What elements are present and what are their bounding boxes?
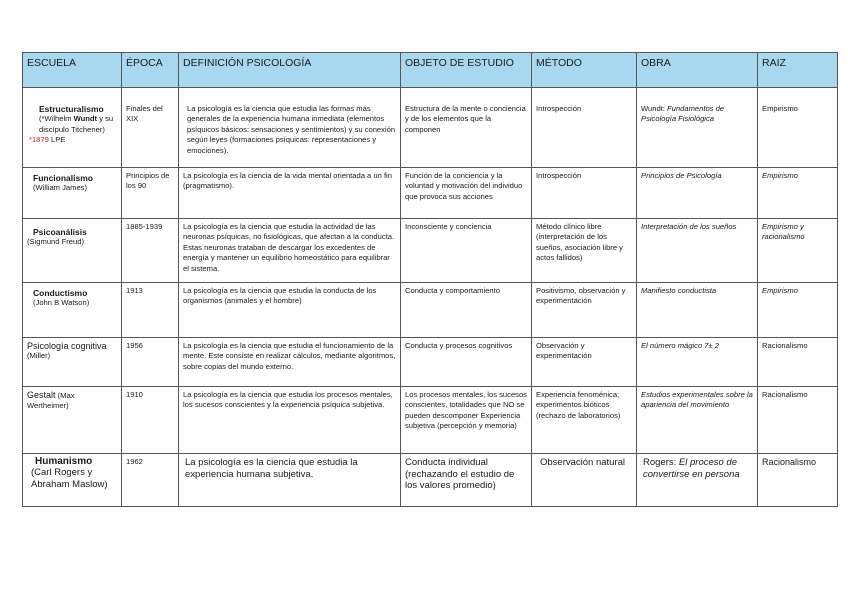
object-cell: Conducta y procesos cognitivos: [401, 338, 532, 387]
school-name: Gestalt: [27, 390, 56, 400]
table-row: [23, 283, 838, 338]
method-cell: Observación natural: [532, 454, 637, 507]
object-cell: Conducta individual (rechazando el estudio de los valores promedio): [401, 454, 532, 507]
epoch-cell: 1913: [122, 283, 179, 338]
header-raiz: RAIZ: [758, 53, 838, 88]
school-name: Conductismo: [33, 288, 88, 298]
object-cell: Los procesos mentales, los sucesos conscientes, totalidades que NO se pueden descomponer Experiencia subjetiva (percepción y memoria): [401, 387, 532, 454]
object-cell: Estructura de la mente o conciencia y de los elementos que la componen: [401, 88, 532, 168]
table-row: [23, 168, 838, 219]
psychology-schools-table: [22, 52, 838, 507]
school-author: (John B Watson): [33, 298, 90, 308]
work-title: Principios de Psicología: [641, 171, 722, 180]
school-cell: [23, 387, 122, 454]
header-row: [23, 53, 838, 88]
school-author-bold: Wundt: [73, 114, 98, 124]
school-author: (Miller): [27, 351, 51, 361]
root-cell: Racionalismo: [758, 454, 838, 507]
epoch-cell: 1956: [122, 338, 179, 387]
school-cell: [23, 168, 122, 219]
epoch-cell: 1962: [122, 454, 179, 507]
work-author: Wundt:: [641, 104, 668, 113]
school-cell: [23, 283, 122, 338]
method-cell: Experiencia fenoménica; experimentos bióticos (rechazo de laboratorios): [532, 387, 637, 454]
definition-cell: La psicología es la ciencia que estudia los procesos mentales, los sucesos conscientes y la experiencia psíquica subjetiva.: [179, 387, 401, 454]
school-cell: [23, 219, 122, 283]
table-row: [23, 387, 838, 454]
definition-cell: La psicología es la ciencia que estudia la experiencia humana subjetiva.: [179, 454, 401, 507]
root-cell: Racionalismo: [758, 338, 838, 387]
school-author: (Sigmund Freud): [27, 237, 84, 247]
work-author: Rogers:: [643, 457, 679, 468]
work-cell: [637, 283, 758, 338]
school-author-pre: (*Wilhelm: [39, 114, 74, 124]
school-name: Funcionalismo: [33, 173, 93, 183]
school-name: Estructuralismo: [39, 104, 104, 114]
school-year: [27, 135, 117, 145]
work-cell: [637, 338, 758, 387]
work-title: Interpretación de los sueños: [641, 222, 737, 231]
definition-cell: La psicología es la ciencia que estudia las formas más generales de la experiencia humana inmediata (elementos psíquicos básicos: sensaciones y sentimientos) y su conexión según leyes (formaciones psíquicas: representaciones y emociones).: [179, 88, 401, 168]
table-row: [23, 338, 838, 387]
definition-cell: La psicología es la ciencia que estudia la actividad de las neuronas psíquicas, no fisiológicas, que afectan a la conducta. Estas neuronas trataban de descargar los excedentes de energía y mantener un equilibrio homeostático para equilibrar el sistema.: [179, 219, 401, 283]
work-title: Estudios experimentales sobre la apariencia del movimiento: [641, 390, 753, 410]
root-cell: Empirismo: [758, 88, 838, 168]
work-cell: [637, 168, 758, 219]
header-metodo: MÉTODO: [532, 53, 637, 88]
work-title: El número mágico 7± 2: [641, 341, 720, 350]
root-cell: Racionalismo: [758, 387, 838, 454]
method-cell: Introspección: [532, 168, 637, 219]
school-author: (Max Wertheimer): [27, 391, 75, 411]
table-row: [23, 454, 838, 507]
header-epoca: ÉPOCA: [122, 53, 179, 88]
school-author-post: y su discípulo Titchener): [39, 114, 114, 134]
school-author: [27, 114, 117, 135]
root-cell: Empirismo: [758, 283, 838, 338]
header-definicion: DEFINICIÓN PSICOLOGÍA: [179, 53, 401, 88]
table-row: [23, 88, 838, 168]
work-title: El proceso de convertirse en persona: [643, 457, 740, 480]
school-cell: [23, 454, 122, 507]
work-cell: [637, 88, 758, 168]
header-objeto: OBJETO DE ESTUDIO: [401, 53, 532, 88]
method-cell: Observación y experimentación: [532, 338, 637, 387]
school-author: (Carl Rogers y Abraham Maslow): [31, 467, 108, 490]
work-cell: [637, 387, 758, 454]
object-cell: Inconsciente y conciencia: [401, 219, 532, 283]
work-cell: [637, 454, 758, 507]
work-title: Manifiesto conductista: [641, 286, 717, 295]
root-cell: Empirismo: [758, 168, 838, 219]
work-cell: [637, 219, 758, 283]
method-cell: Positivismo, observación y experimentación: [532, 283, 637, 338]
definition-cell: La psicología es la ciencia que estudia el funcionamiento de la mente. Este consiste en realizar cálculos, mediante algoritmos, sobre copias del mundo externo.: [179, 338, 401, 387]
school-author: (William James): [33, 183, 87, 193]
school-name: Psicología cognitiva: [27, 341, 107, 351]
school-year-tail: LPE: [48, 135, 66, 145]
school-year-red: *1879: [29, 135, 49, 145]
epoch-cell: Finales del XIX: [122, 88, 179, 168]
school-cell: [23, 338, 122, 387]
header-obra: OBRA: [637, 53, 758, 88]
epoch-cell: 1910: [122, 387, 179, 454]
method-cell: Método clínico libre (interpretación de los sueños, asociación libre y actos fallidos): [532, 219, 637, 283]
epoch-cell: 1885-1939: [122, 219, 179, 283]
work-title: Fundamentos de Psicología Fisiológica: [641, 104, 725, 124]
school-name: Psicoanálisis: [33, 227, 87, 237]
definition-cell: La psicología es la ciencia de la vida mental orientada a un fin (pragmatismo).: [179, 168, 401, 219]
root-cell: Empirismo y racionalismo: [758, 219, 838, 283]
school-cell: [23, 88, 122, 168]
table-row: [23, 219, 838, 283]
object-cell: Conducta y comportamiento: [401, 283, 532, 338]
object-cell: Función de la conciencia y la voluntad y motivación del individuo que provoca sus acciones: [401, 168, 532, 219]
header-escuela: ESCUELA: [23, 53, 122, 88]
definition-cell: La psicología es la ciencia que estudia la conducta de los organismos (animales y el hombre): [179, 283, 401, 338]
school-name: Humanismo: [35, 456, 93, 467]
epoch-cell: Principios de los 90: [122, 168, 179, 219]
method-cell: Introspección: [532, 88, 637, 168]
